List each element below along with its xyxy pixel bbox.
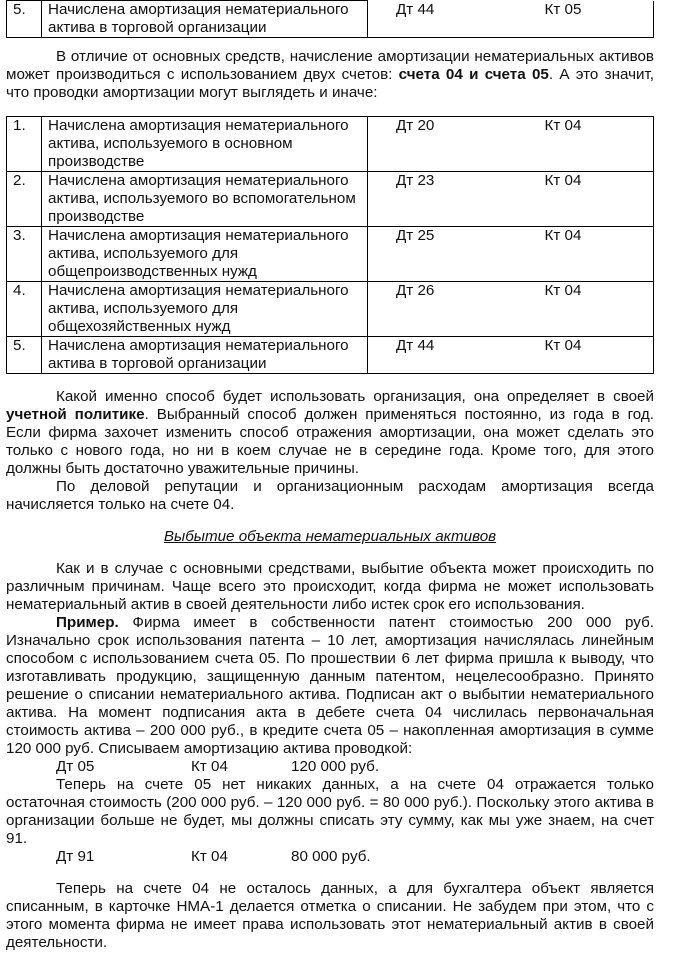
row-debit: Дт 26 — [368, 282, 511, 337]
table-row — [7, 282, 654, 337]
table-row — [7, 227, 654, 282]
row-debit: Дт 44 — [368, 1, 511, 38]
row-credit: Кт 04 — [511, 172, 654, 227]
paragraph-accounts: В отличие от основных средств, начисление амортизации нематериальных активов может производиться с использованием двух счетов: счета 04 и счета 05. А это значит, что проводки амортизации могут выглядеть и иначе: — [6, 48, 654, 101]
row-description: Начислена амортизация нематериального актива в торговой организации — [42, 1, 368, 38]
entry-sum: 120 000 руб. — [291, 758, 380, 775]
accounting-policy-emphasis: учетной политике — [6, 406, 145, 423]
document-page — [6, 0, 654, 952]
amortization-entries-table — [6, 116, 654, 374]
row-number: 5. — [7, 1, 42, 38]
top-entries-table — [6, 0, 654, 38]
table-row — [7, 1, 654, 38]
row-debit: Дт 23 — [368, 172, 511, 227]
row-number: 3. — [7, 227, 42, 282]
entry-credit: Кт 04 — [191, 848, 228, 865]
row-number: 2. — [7, 172, 42, 227]
table-row — [7, 172, 654, 227]
row-number: 1. — [7, 117, 42, 172]
row-credit: Кт 05 — [511, 1, 654, 38]
row-number: 5. — [7, 337, 42, 374]
table-row — [7, 117, 654, 172]
row-debit: Дт 44 — [368, 337, 511, 374]
paragraph-disposal: Как и в случае с основными средствами, выбытие объекта может происходить по различным причинам. Чаще всего это происходит, когда фирма не может использовать нематериальный актив в своей деятельности либо истек срок его использования. — [6, 560, 654, 613]
journal-entry-2 — [6, 848, 654, 866]
paragraph-goodwill: По деловой репутации и организационным расходам амортизация всегда начисляется только на счете 04. — [6, 478, 654, 513]
row-description: Начислена амортизация нематериального актива, используемого во вспомогательном производстве — [42, 172, 368, 227]
example-label: Пример. — [56, 614, 119, 631]
paragraph-residual: Теперь на счете 05 нет никаких данных, а на счете 04 отражается только остаточная стоимость (200 000 руб. – 120 000 руб. = 80 000 руб.). Поскольку этого актива в организации больше не будет, мы должны списать эту сумму, как мы уже знаем, на счет 91. — [6, 776, 654, 847]
row-credit: Кт 04 — [511, 117, 654, 172]
entry-credit: Кт 04 — [191, 758, 228, 775]
row-debit: Дт 25 — [368, 227, 511, 282]
row-number: 4. — [7, 282, 42, 337]
row-credit: Кт 04 — [511, 337, 654, 374]
table-row — [7, 337, 654, 374]
entry-debit: Дт 91 — [56, 848, 95, 865]
row-description: Начислена амортизация нематериального актива, используемого для общепроизводственных нужд — [42, 227, 368, 282]
row-description: Начислена амортизация нематериального актива в торговой организации — [42, 337, 368, 374]
paragraph-accounting-policy: Какой именно способ будет использовать организация, она определяет в своей учетной политике. Выбранный способ должен применяться постоянно, из года в год. Если фирма захочет изменить способ отражения амортизации, она может сделать это только с нового года, но ни в коем случае не в середине года. Кроме того, для этого должны быть достаточно уважительные причины. — [6, 388, 654, 477]
journal-entry-1 — [6, 758, 654, 776]
row-credit: Кт 04 — [511, 282, 654, 337]
row-credit: Кт 04 — [511, 227, 654, 282]
paragraph-example: Пример. Фирма имеет в собственности патент стоимостью 200 000 руб. Изначально срок использования патента – 10 лет, амортизация начислялась линейным способом с использованием счета 05. По прошествии 6 лет фирма пришла к выводу, что изготавливать продукцию, защищенную данным патентом, нецелесообразно. Принято решение о списании нематериального актива. Подписан акт о выбытии нематериального актива. На момент подписания акта в дебете счета 04 числилась первоначальная стоимость актива – 200 000 руб., в кредите счета 05 – накопленная амортизация в сумме 120 000 руб. Списываем амортизацию актива проводкой: — [6, 614, 654, 757]
paragraph-writeoff: Теперь на счете 04 не осталось данных, а для бухгалтера объект является списанным, в карточке НМА-1 делается отметка о списании. Не забудем при этом, что с этого момента фирма не имеет права использовать этот нематериальный актив в своей деятельности. — [6, 880, 654, 951]
row-debit: Дт 20 — [368, 117, 511, 172]
row-description: Начислена амортизация нематериального актива, используемого для общехозяйственных нужд — [42, 282, 368, 337]
section-heading: Выбытие объекта нематериальных активов — [163, 528, 497, 545]
entry-sum: 80 000 руб. — [291, 848, 371, 865]
entry-debit: Дт 05 — [56, 758, 95, 775]
row-description: Начислена амортизация нематериального актива, используемого в основном производстве — [42, 117, 368, 172]
accounts-emphasis: счета 04 и счета 05 — [398, 66, 549, 83]
